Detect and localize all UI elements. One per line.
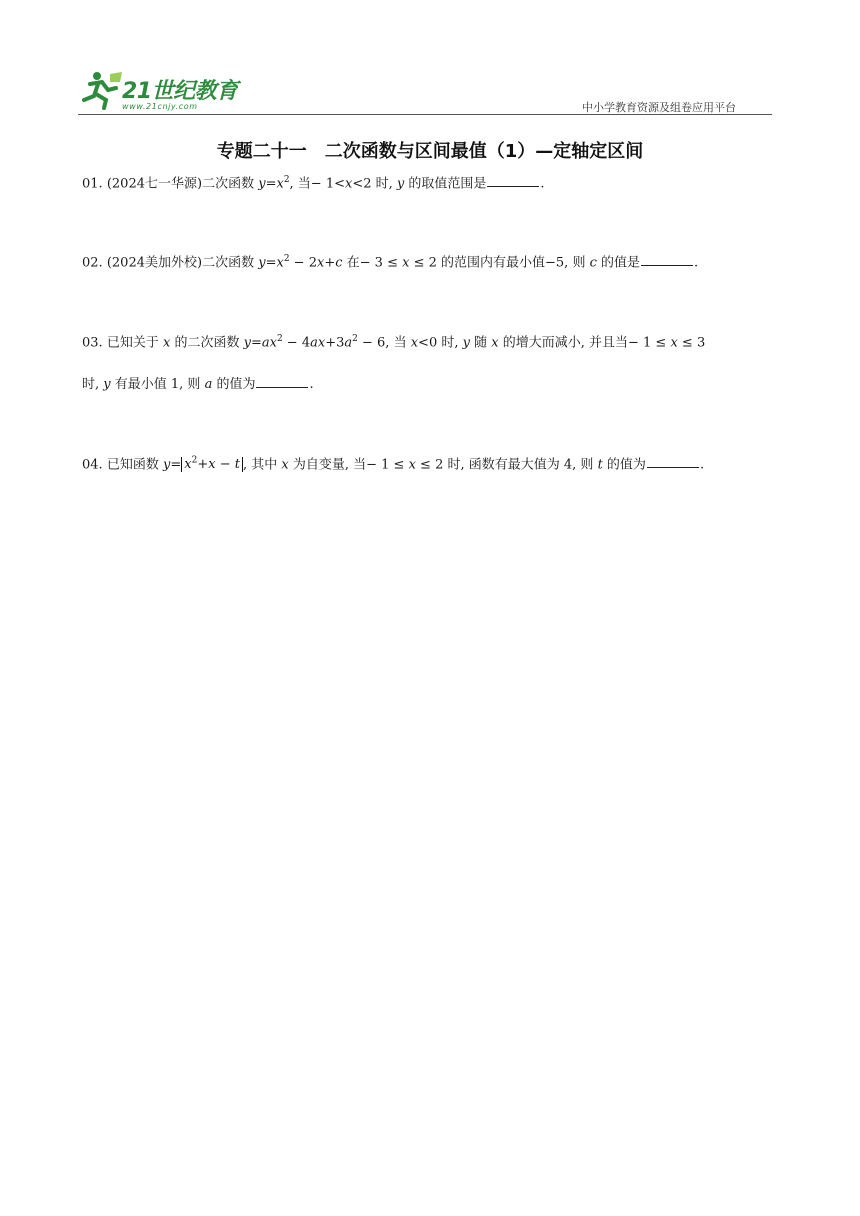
question-text: 已知关于: [106, 335, 163, 351]
platform-label: 中小学教育资源及组卷应用平台: [582, 101, 736, 114]
answer-blank[interactable]: [641, 253, 693, 266]
math-var: y: [462, 335, 470, 351]
absolute-value-expression: [181, 457, 243, 472]
question-text: 的值是: [596, 255, 640, 271]
question-text: +3: [325, 335, 345, 351]
question-text: 已知函数: [106, 457, 163, 473]
math-var: x: [276, 255, 284, 271]
answer-blank[interactable]: [647, 455, 699, 468]
question-end: .: [540, 176, 545, 192]
math-exponent: 2: [352, 334, 358, 344]
question-text: =: [170, 457, 182, 473]
question-text: =: [265, 255, 277, 271]
question-text: 二次函数: [202, 255, 259, 271]
question-03: [82, 329, 782, 353]
question-03-continued: [82, 375, 782, 395]
question-text: ≤ 2 时, 函数有最大值为 4, 则: [415, 457, 598, 473]
question-text: , 当− 1<: [289, 176, 346, 192]
question-text: 为自变量, 当− 1 ≤: [288, 457, 409, 473]
question-number: 02.: [82, 255, 103, 271]
math-var: x: [184, 457, 192, 473]
math-exponent: 2: [276, 334, 283, 344]
question-text: 在− 3 ≤: [342, 255, 403, 271]
math-var: x: [402, 255, 410, 271]
math-var: y: [396, 176, 405, 192]
question-source: (2024美加外校): [106, 255, 203, 271]
site-logo: [78, 68, 248, 116]
math-var: y: [162, 457, 171, 473]
question-04: [82, 451, 782, 475]
question-text: =: [265, 176, 277, 192]
math-var: t: [234, 457, 240, 473]
math-var: x: [162, 335, 171, 351]
question-text: − 2: [289, 255, 317, 271]
math-var: x: [408, 457, 416, 473]
question-text: 的值为: [212, 377, 256, 392]
question-text: , 其中: [242, 457, 282, 473]
runner-logo-icon: [80, 70, 124, 110]
question-text: 时,: [82, 377, 104, 392]
math-var: y: [258, 176, 266, 192]
math-exponent: 2: [283, 175, 290, 185]
math-var: y: [103, 377, 111, 392]
question-end: .: [694, 255, 699, 271]
math-var: t: [597, 457, 603, 473]
math-var: x: [491, 335, 499, 351]
question-text: 二次函数: [202, 176, 259, 192]
math-exponent: 2: [191, 456, 198, 466]
math-var: c: [335, 255, 343, 271]
question-text: 的值为: [602, 457, 646, 473]
math-var: x: [281, 457, 289, 473]
question-02: [82, 249, 782, 273]
question-text: 的增大而减小, 并且当− 1 ≤: [498, 335, 671, 351]
question-text: +: [197, 457, 209, 473]
question-text: 的二次函数: [170, 335, 244, 351]
question-text: <2 时,: [352, 176, 397, 192]
question-number: 03.: [82, 335, 103, 351]
header-rule: [78, 114, 772, 115]
answer-blank[interactable]: [256, 375, 308, 388]
math-var: c: [589, 255, 597, 271]
question-text: =: [250, 335, 262, 351]
math-var: a: [204, 377, 213, 392]
math-var: x: [316, 255, 325, 271]
question-text: 随: [469, 335, 492, 351]
math-var: x: [670, 335, 678, 351]
question-end: .: [309, 377, 314, 392]
question-text: 有最小值 1, 则: [110, 377, 205, 392]
question-end: .: [699, 457, 705, 473]
question-number: 01.: [82, 176, 103, 192]
question-text: ≤ 3: [677, 335, 706, 351]
question-text: +: [324, 255, 336, 271]
question-text: −: [215, 457, 235, 473]
math-var: y: [258, 255, 266, 271]
question-source: (2024七一华源): [106, 176, 203, 192]
page-header: [78, 68, 772, 116]
logo-url: www.21cnjy.com: [122, 102, 198, 111]
answer-blank[interactable]: [487, 174, 539, 187]
math-var: a: [344, 335, 353, 351]
question-text: <0 时,: [418, 335, 463, 351]
question-text: 的取值范围是: [404, 176, 487, 192]
question-number: 04.: [82, 457, 103, 473]
page-title: 专题二十一 二次函数与区间最值（1）—定轴定区间: [216, 141, 644, 162]
math-var: x: [410, 335, 419, 351]
question-text: − 6, 当: [357, 335, 411, 351]
question-01: [82, 170, 782, 194]
logo-wordmark: 21世纪教育: [122, 79, 238, 104]
math-var: x: [208, 457, 216, 473]
math-var: x: [345, 176, 353, 192]
question-text: − 4: [282, 335, 311, 351]
math-var: ax: [310, 335, 326, 351]
question-text: ≤ 2 的范围内有最小值−5, 则: [409, 255, 590, 271]
math-var: y: [243, 335, 251, 351]
math-var: x: [276, 176, 284, 192]
math-var: ax: [261, 335, 277, 351]
math-exponent: 2: [283, 254, 290, 264]
